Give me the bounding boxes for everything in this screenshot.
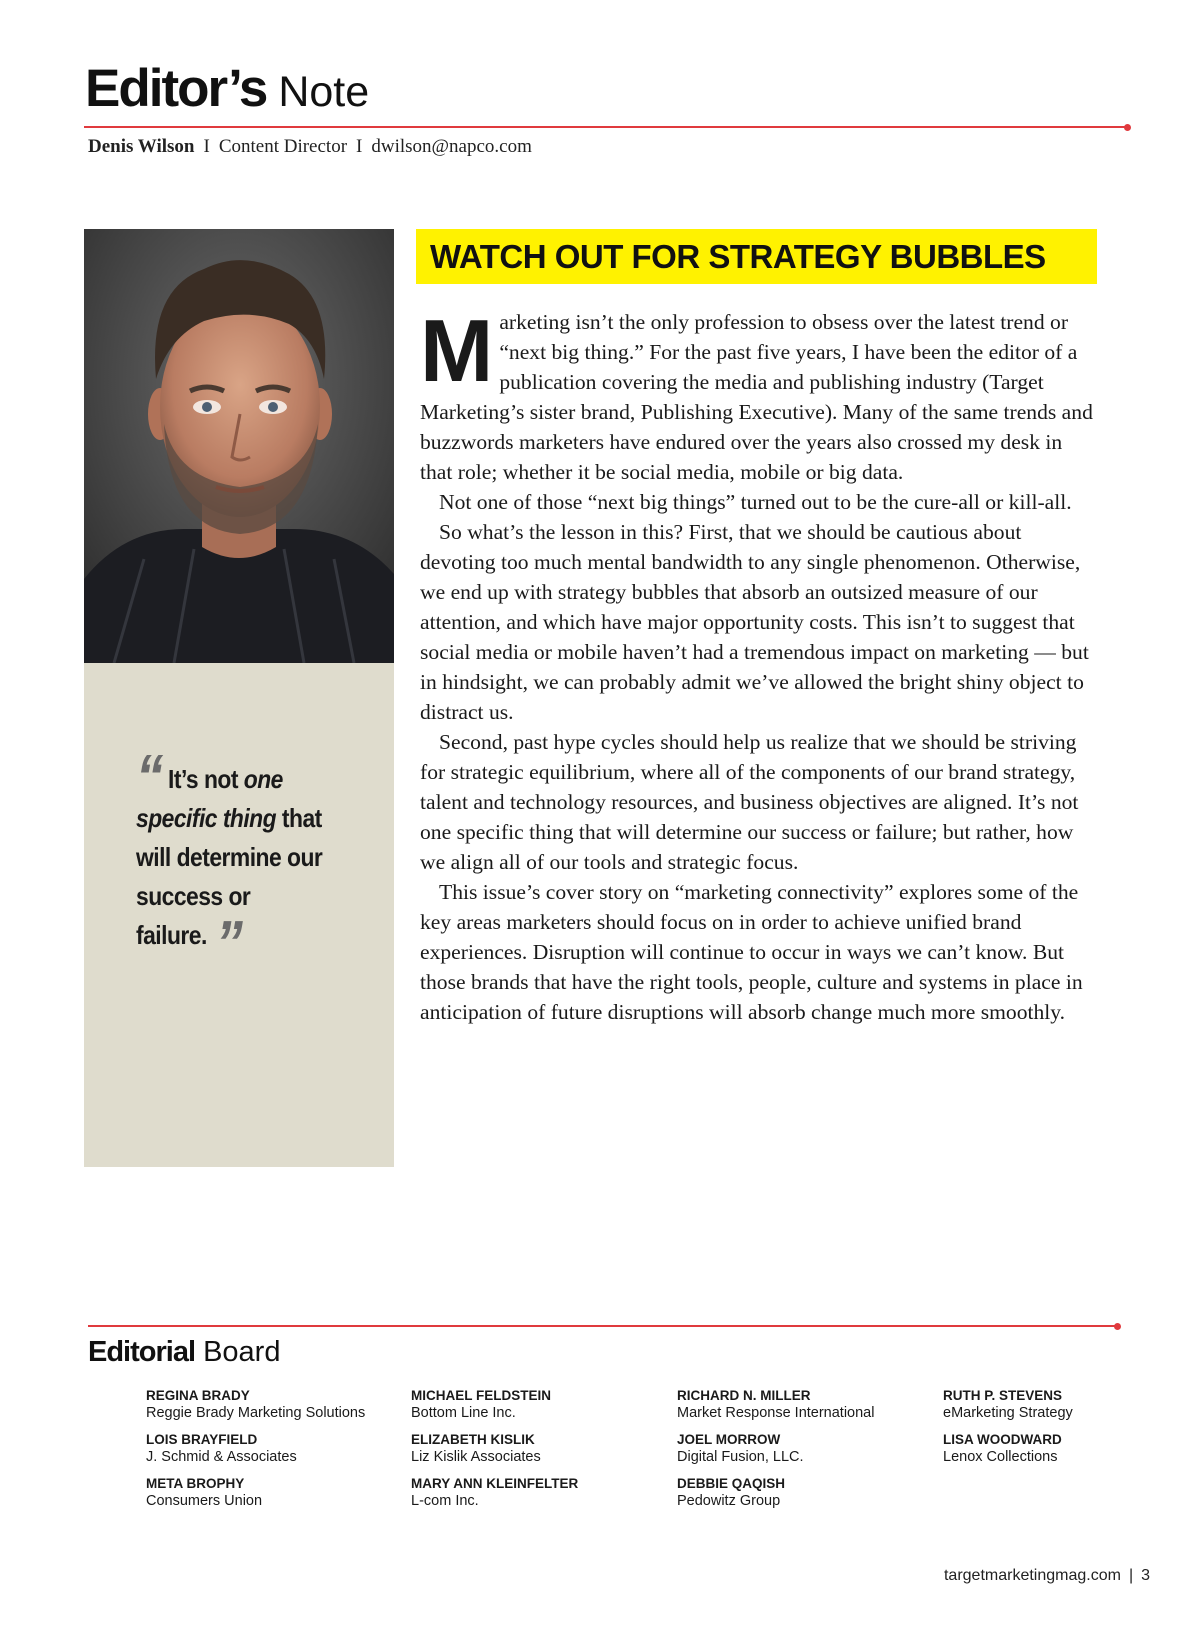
board-member-org: Reggie Brady Marketing Solutions xyxy=(146,1405,366,1421)
footer-separator: | xyxy=(1128,1567,1134,1584)
article-body xyxy=(420,301,1098,1027)
page-number: 3 xyxy=(1141,1567,1150,1584)
article-headline: WATCH OUT FOR STRATEGY BUBBLES xyxy=(430,238,1046,275)
board-member xyxy=(677,1387,937,1422)
board-title-bold: Editorial xyxy=(88,1336,196,1368)
board-member-name: RICHARD N. MILLER xyxy=(677,1388,811,1403)
board-member-name: REGINA BRADY xyxy=(146,1388,250,1403)
board-member xyxy=(677,1475,937,1510)
board-member-name: MARY ANN KLEINFELTER xyxy=(411,1476,579,1491)
board-member-name: LOIS BRAYFIELD xyxy=(146,1432,258,1447)
board-member-name: RUTH P. STEVENS xyxy=(943,1388,1063,1403)
pull-quote xyxy=(136,743,347,978)
byline xyxy=(88,136,532,158)
article-paragraph: Not one of those “next big things” turned out to be the cure-all or kill-all. xyxy=(439,490,1072,514)
byline-separator: I xyxy=(356,136,363,157)
article-paragraph xyxy=(420,301,1098,487)
article-paragraph: Second, past hype cycles should help us realize that we should be striving for strategic equilibrium, where all of the components of our brand strategy, talent and technology resources, and business objectives are aligned. It’s not one specific thing that will determine our success or failure; but rather, how we align all of our tools and strategic focus. xyxy=(420,730,1079,874)
board-member-name: ELIZABETH KISLIK xyxy=(411,1432,535,1447)
board-member xyxy=(146,1475,406,1510)
board-member-org: Consumers Union xyxy=(146,1493,263,1509)
board-member-org: Liz Kislik Associates xyxy=(411,1449,541,1465)
header-rule xyxy=(84,126,1128,128)
board-member xyxy=(146,1387,406,1422)
board-member xyxy=(943,1431,1200,1466)
page-title xyxy=(85,59,370,118)
board-member xyxy=(411,1387,671,1422)
byline-email: dwilson@napco.com xyxy=(371,136,532,157)
pull-quote-text: It’s not xyxy=(168,764,244,794)
board-member-name: JOEL MORROW xyxy=(677,1432,781,1447)
article-paragraph: This issue’s cover story on “marketing connectivity” explores some of the key areas marketers should focus on in order to achieve unified brand experiences. Disruption will continue to occur in ways we can’t know. But those brands that have the right tools, people, culture and systems in place in anticipation of future disruptions will absorb change much more smoothly. xyxy=(420,880,1083,1024)
footer-site: targetmarketingmag.com xyxy=(943,1567,1121,1584)
board-member-org: L-com Inc. xyxy=(411,1493,479,1509)
close-quote-mark: ” xyxy=(215,909,243,978)
board-member-name: LISA WOODWARD xyxy=(943,1432,1062,1447)
board-member xyxy=(411,1475,671,1510)
article-paragraph-text: arketing isn’t the only profession to obsess over the latest trend or “next big thing.” For the past five years, I have been the editor of a publication covering the media and publishing industry (Target Marketing’s sister brand, Publishing Executive). Many of the same trends and buzzwords marketers have endured over the years also crossed my desk in that role; whether it be social media, mobile or big data. xyxy=(420,310,1093,484)
pull-quote-text: that will determine our success or failure. xyxy=(136,803,323,950)
board-rule xyxy=(88,1325,1118,1327)
board-title xyxy=(88,1338,280,1367)
board-member xyxy=(943,1387,1200,1422)
portrait-illustration xyxy=(84,229,394,663)
board-rule-dot xyxy=(1114,1323,1121,1330)
byline-name: Denis Wilson xyxy=(88,136,195,157)
byline-role: Content Director xyxy=(218,136,348,157)
board-member-org: eMarketing Strategy xyxy=(943,1405,1073,1421)
open-quote-mark: “ xyxy=(136,743,163,812)
byline-separator: I xyxy=(203,136,210,157)
header-rule-dot xyxy=(1124,124,1131,131)
board-member-name: DEBBIE QAQISH xyxy=(677,1476,786,1491)
board-member-name: MICHAEL FELDSTEIN xyxy=(411,1388,552,1403)
pull-quote-emphasis: one specific thing xyxy=(136,764,283,833)
article-paragraph: So what’s the lesson in this? First, that we should be cautious about devoting too much mental bandwidth to any single phenomenon. Otherwise, we end up with strategy bubbles that absorb an outsized measure of our attention, and which have major opportunity costs. This isn’t to suggest that social media or mobile haven’t had a tremendous impact on marketing — but in hindsight, we can probably admit we’ve allowed the bright shiny object to distract us. xyxy=(420,520,1089,724)
page-title-light: Note xyxy=(278,68,370,116)
board-title-light: Board xyxy=(203,1336,281,1368)
page-title-bold: Editor’s xyxy=(85,59,267,118)
board-member xyxy=(146,1431,406,1466)
board-member-org: Pedowitz Group xyxy=(677,1493,781,1509)
board-member-org: Bottom Line Inc. xyxy=(411,1405,516,1421)
drop-cap: M xyxy=(420,301,494,400)
board-member-org: J. Schmid & Associates xyxy=(146,1449,297,1465)
pull-quote-panel xyxy=(84,663,394,1167)
board-member-name: META BROPHY xyxy=(146,1476,245,1491)
board-member-org: Market Response International xyxy=(677,1405,875,1421)
board-member xyxy=(411,1431,671,1466)
editor-portrait-image xyxy=(84,229,394,663)
headline-banner xyxy=(416,229,1097,284)
page-footer xyxy=(944,1567,1150,1585)
board-member-org: Lenox Collections xyxy=(943,1449,1058,1465)
board-member-org: Digital Fusion, LLC. xyxy=(677,1449,804,1465)
board-member xyxy=(677,1431,937,1466)
